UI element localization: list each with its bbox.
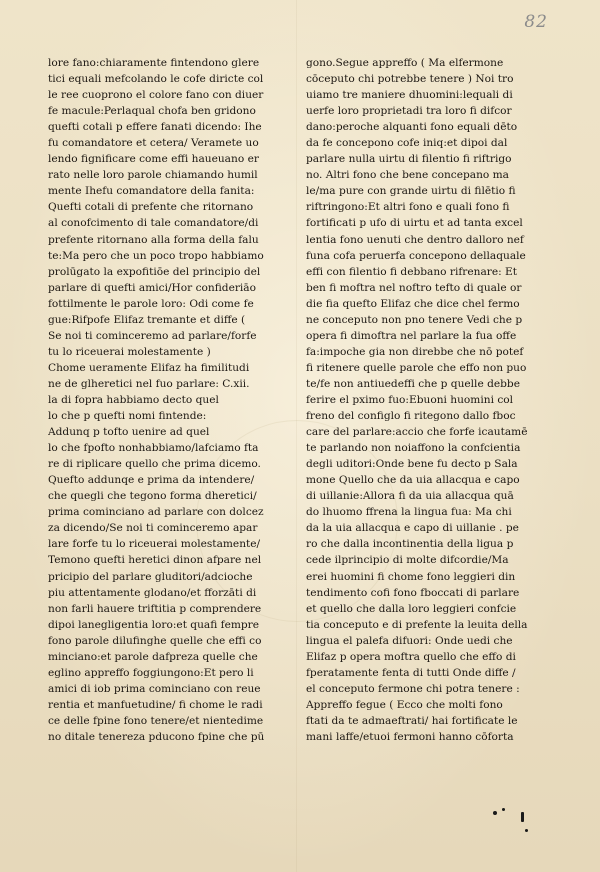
right-column-line: ro che dalla incontinentia della ligua p [306, 538, 514, 551]
left-column-line: prefente ritornano alla forma della falu [48, 233, 259, 246]
right-column-line: do lhuomo ffrena la lingua fua: Ma chi [306, 506, 512, 519]
right-column-line: el conceputo fermone chi potra tenere : [306, 682, 520, 695]
left-column-line: te:Ma pero che un poco tropo habbiamo [48, 249, 264, 262]
right-column-line: die fia quefto Elifaz che dice chel fermo [306, 297, 520, 310]
right-column-line: gono.Segue appreffo ( Ma elfermone [306, 57, 504, 69]
left-column-line: dipoi lanegligentia loro:et quafi fempre [48, 618, 260, 631]
right-column-line: opera fi dimoftra nel parlare la fua offe [306, 329, 517, 342]
left-column-line: fottilmente le parole loro: Odi come fe [48, 297, 254, 310]
left-column-line: mente Ihefu comandatore della fanita: [48, 185, 255, 198]
right-column-line: ben fi moftra nel noftro tefto di quale or [306, 281, 522, 294]
left-column-line: rato nelle loro parole chiamando humil [48, 169, 258, 182]
right-column-line: freno del configlo fi ritegono dallo fboc [306, 410, 516, 423]
left-column-line: Temono quefti heretici dinon afpare nel [48, 554, 262, 567]
right-column-line: ferire el pximo fuo:Ebuoni huomini col [306, 393, 514, 406]
left-column-line: prolūgato la expofitiōe del principio del [48, 265, 261, 278]
right-column-line: tia conceputo e di prefente la leuita della [306, 618, 528, 631]
left-column-line: non farli hauere triftitia p comprendere [48, 602, 262, 615]
right-column-line: effi con filentio fi debbano rifrenare: Et [306, 265, 518, 278]
right-column-line: te parlando non noiaffono la confcientia [306, 442, 521, 455]
left-column-line: prima cominciano ad parlare con dolcez [48, 506, 264, 519]
left-column-line: lo che p quefti nomi fintende: [48, 410, 207, 423]
left-column-line: quefti cotali p effere fanati dicendo: Ihe [48, 121, 262, 134]
left-column-line: parlare di quefti amici/Hor confideriāo [48, 281, 256, 294]
right-text-column [306, 55, 528, 745]
right-column-line: da fe concepono cofe iniq:et dipoi dal [306, 137, 508, 150]
right-column-line: funa cofa peruerfa concepono dellaquale [306, 249, 526, 262]
left-column-line: gue:Rifpofe Elifaz tremante et diffe ( [48, 313, 246, 326]
left-column-line: re di riplicare quello che prima dicemo. [48, 458, 261, 471]
right-column-line: fa:impoche gia non direbbe che nō potef [306, 345, 524, 358]
left-column-line: la di fopra habbiamo decto quel [48, 393, 219, 406]
left-column-line: Chome ueramente Elifaz ha fimilitudi [48, 361, 250, 374]
left-column-line: fe macule:Perlaqual chofa ben gridono [48, 105, 256, 118]
left-column-line: lo che fpofto nonhabbiamo/lafciamo fta [48, 442, 259, 455]
left-column-line: lore fano:chiaramente fintendono glere [48, 57, 260, 69]
left-column-line: ne de glheretici nel fuo parlare: C.xii. [48, 377, 250, 390]
left-column-line: che quegli che tegono forma dheretici/ [48, 490, 257, 503]
right-column-line: fi ritenere quelle parole che effo non puo [306, 361, 527, 374]
right-column-line: erei huomini fi chome fono leggieri din [306, 570, 516, 583]
left-column-line: le ree cuoprono el colore fano con diuer [48, 89, 264, 102]
right-column-line: fortificati p ufo di uirtu et ad tanta excel [306, 217, 523, 230]
left-column-line: ce delle fpine fono tenere/et nientedime [48, 714, 264, 727]
right-column-line: uiamo tre maniere dhuomini:lequali di [306, 89, 513, 102]
left-column-line: amici di iob prima cominciano con reue [48, 682, 261, 695]
right-column-line: tendimento cofi fono fboccati di parlare [306, 586, 520, 599]
left-column-line: Quefto addunqe e prima da intendere/ [48, 474, 255, 487]
right-column-line: le/ma pure con grande uirtu di filētio fi [306, 185, 516, 198]
left-column-line: Quefti cotali di prefente che ritornano [48, 201, 254, 214]
left-text-column [48, 55, 270, 745]
right-column-line: lingua el palefa difuori: Onde uedi che [306, 634, 513, 647]
right-column-line: te/fe non antiuedeffi che p quelle debbe [306, 377, 520, 390]
left-column-line: piu attentamente glodano/et fforzāti di [48, 586, 257, 599]
right-column-line: da la uia allacqua e capo di uillanie . pe [306, 522, 519, 535]
right-column-line: care del parlare:accio che forfe icautamē [306, 426, 528, 439]
ink-speck [525, 829, 528, 832]
right-column-line: Appreffo fegue ( Ecco che molti fono [306, 698, 503, 711]
right-column-line: cōceputo chi potrebbe tenere ) Noi tro [306, 73, 514, 86]
left-column-line: za dicendo/Se noi ti cominceremo apar [48, 522, 258, 535]
right-column-line: mone Quello che da uia allacqua e capo [306, 474, 520, 487]
right-column-line: ftati da te admaeftrati/ hai fortificate le [306, 714, 518, 727]
left-column-line: lare forfe tu lo riceuerai molestamente/ [48, 538, 261, 551]
left-column-line: tu lo riceuerai molestamente ) [48, 345, 211, 358]
left-column-line: eglino appreffo foggiungono:Et pero li [48, 666, 254, 679]
left-column-line: pricipio del parlare gluditori/adcioche [48, 570, 253, 583]
right-column-line: mani laffe/etuoi fermoni hanno cōforta [306, 730, 514, 743]
right-column-line: no. Altri fono che bene concepano ma [306, 169, 509, 182]
right-column-line: cede ilprincipio di molte difcordie/Ma [306, 554, 509, 567]
right-column-line: et quello che dalla loro leggieri confcie [306, 602, 517, 615]
left-column-line: tici equali mefcolando le cofe diricte col [48, 73, 264, 86]
right-column-line: dano:peroche alquanti fono equali dēto [306, 121, 518, 134]
left-column-line: Se noi ti cominceremo ad parlare/forfe [48, 329, 257, 342]
right-column-line: uerfe loro proprietadi tra loro fi difcor [306, 105, 512, 118]
left-column-line: no ditale tenereza pducono fpine che pū [48, 730, 265, 743]
right-column-line: riftringono:Et altri fono e quali fono fi [306, 201, 510, 214]
left-column-line: minciano:et parole dafpreza quelle che [48, 650, 258, 663]
folio-number: 82 [524, 12, 548, 32]
right-column-line: parlare nulla uirtu di filentio fi riftrigo [306, 153, 512, 166]
left-column-line: al conofcimento di tale comandatore/di [48, 217, 259, 230]
left-column-line: Addunq p tofto uenire ad quel [48, 426, 210, 439]
ink-speck [493, 811, 497, 815]
right-column-line: degli uditori:Onde bene fu decto p Sala [306, 458, 518, 471]
left-column-line: rentia et manfuetudine/ fi chome le radi [48, 698, 263, 711]
ink-speck [502, 808, 505, 811]
left-column-line: fu comandatore et cetera/ Veramete uo [48, 137, 259, 150]
left-column-line: fono parole dilufinghe quelle che effi co [48, 634, 262, 647]
right-column-line: Elifaz p opera moftra quello che effo di [306, 650, 516, 663]
right-column-line: di uillanie:Allora fi da uia allacqua quā [306, 490, 514, 503]
ink-speck [521, 812, 524, 822]
left-column-line: lendo fignificare come effi haueuano er [48, 153, 259, 166]
right-column-line: lentia fono uenuti che dentro dalloro nef [306, 233, 524, 246]
right-column-line: fperatamente fenta di tutti Onde diffe / [306, 666, 516, 679]
right-column-line: ne conceputo non pno tenere Vedi che p [306, 313, 523, 326]
